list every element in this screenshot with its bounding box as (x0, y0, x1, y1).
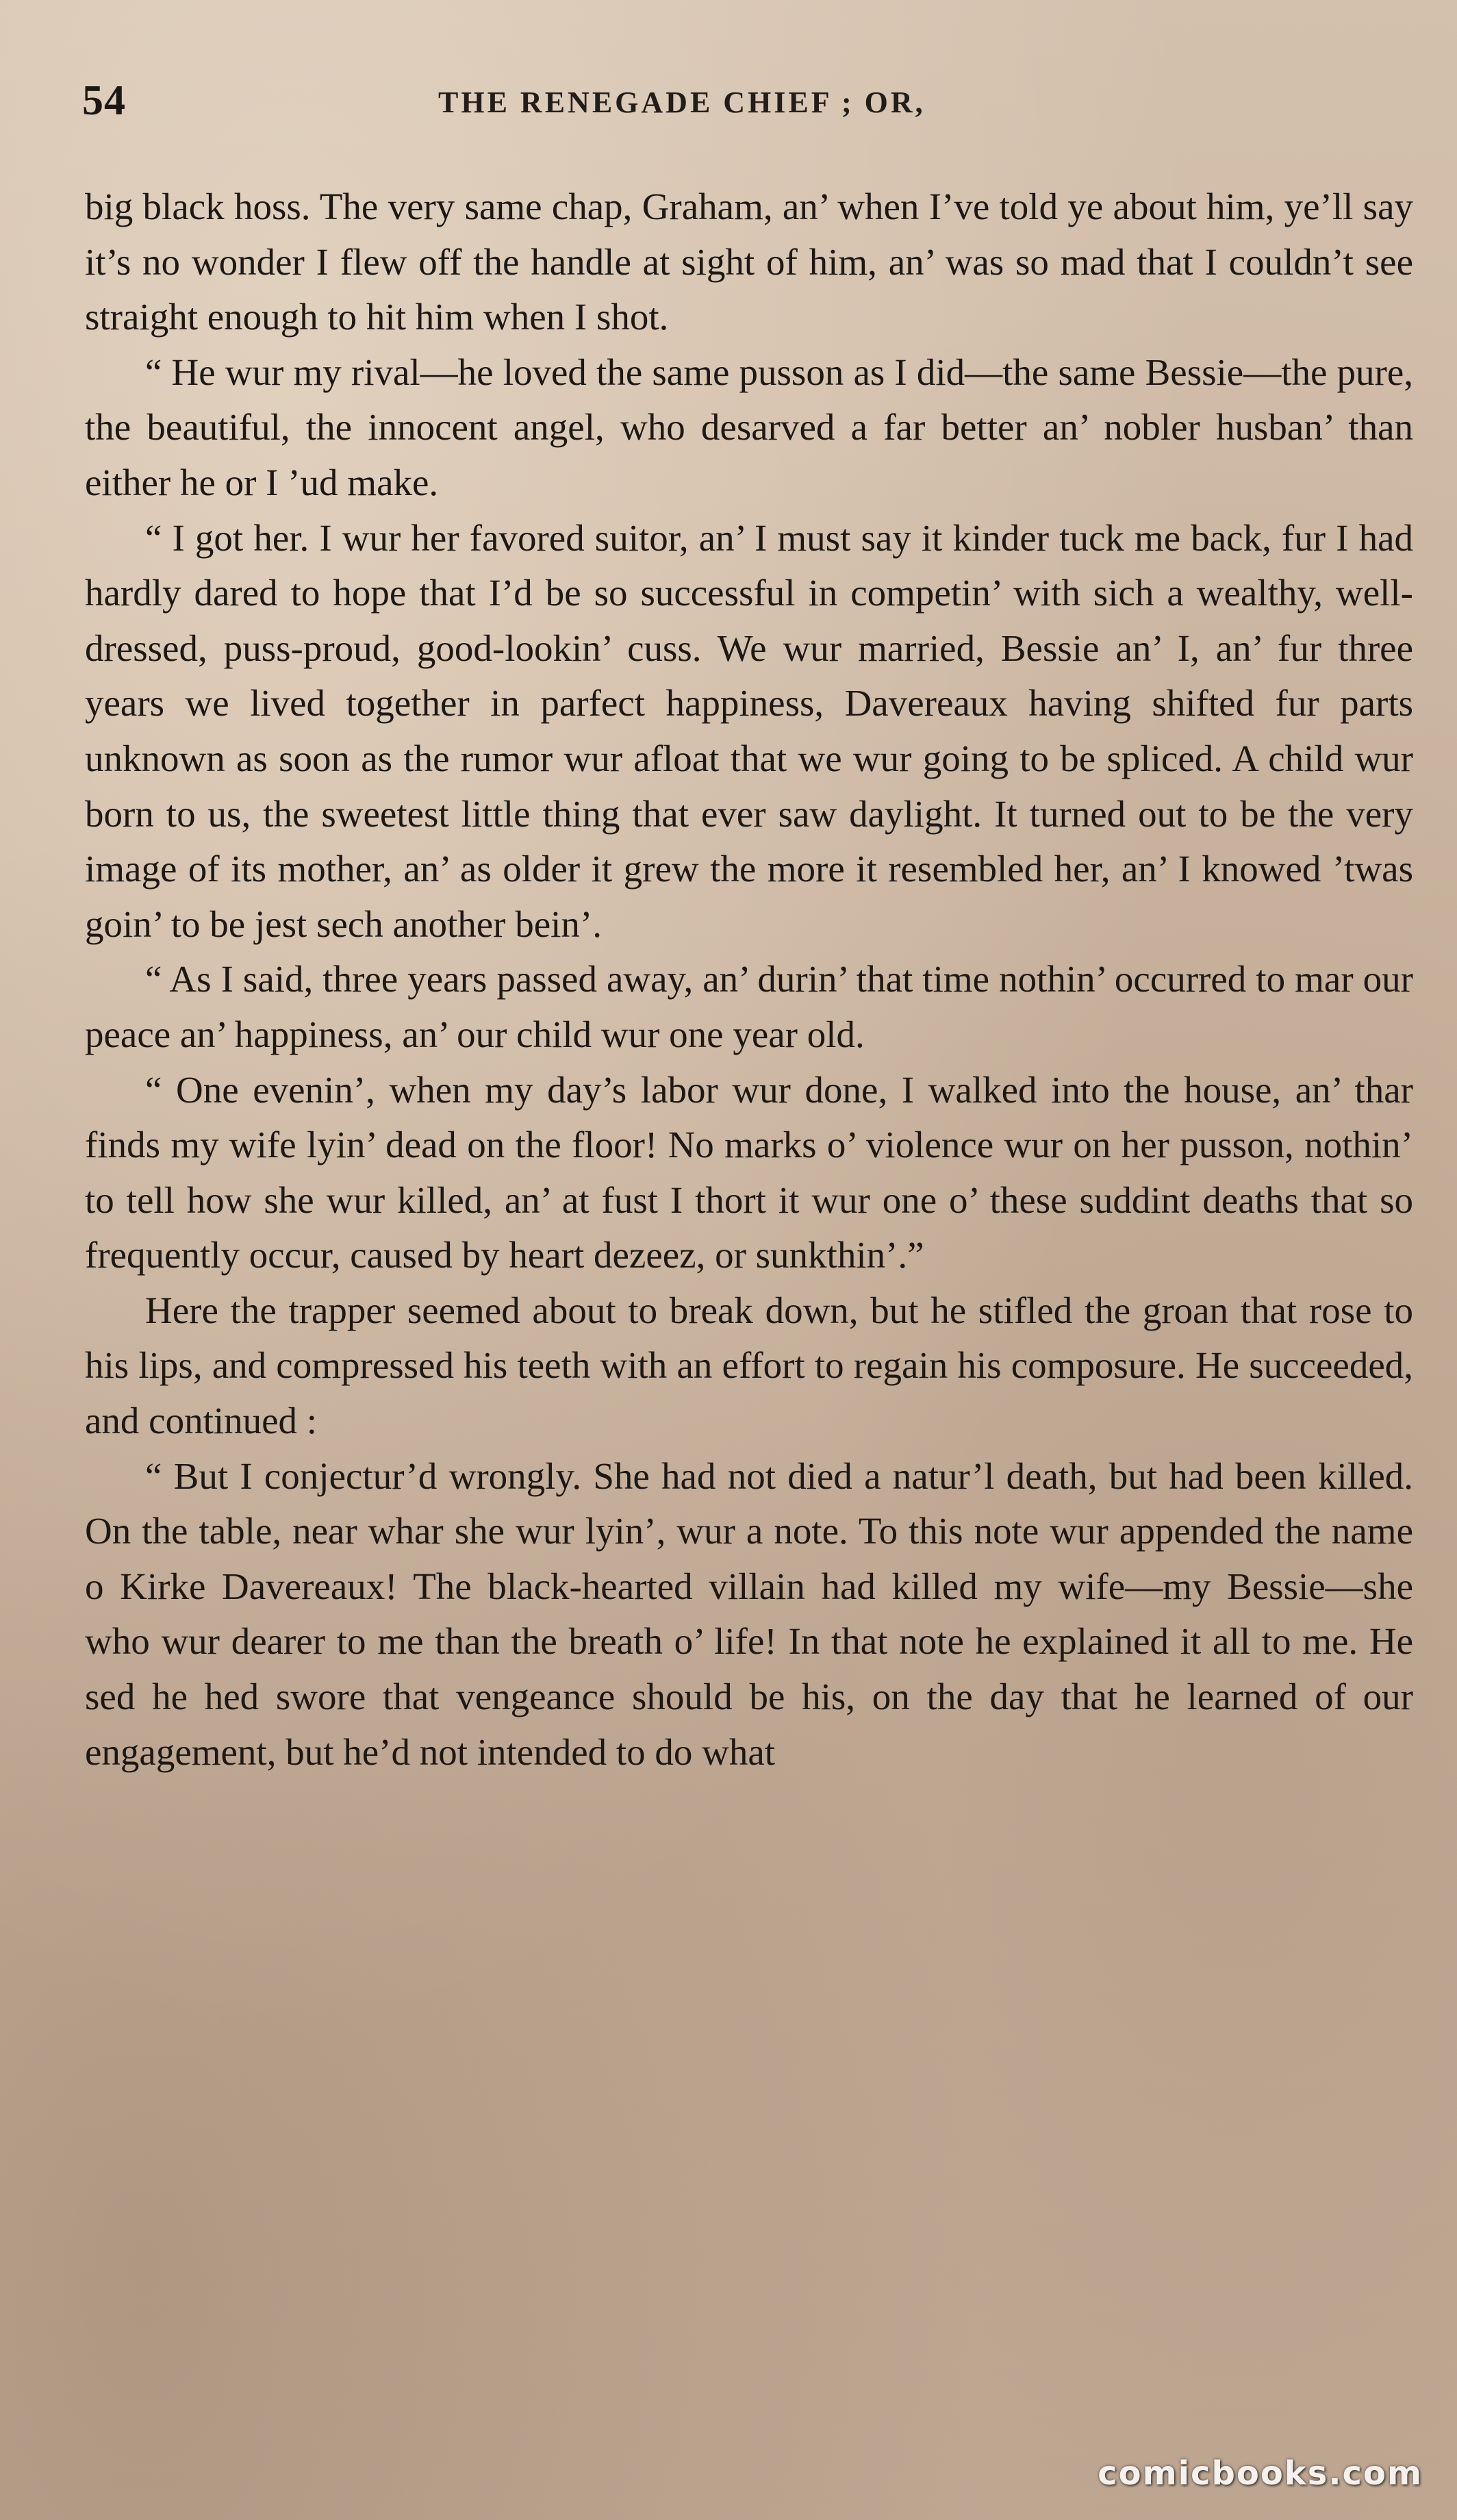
running-head: THE RENEGADE CHIEF ; OR, (438, 86, 926, 119)
watermark: comicbooks.com (1098, 2454, 1423, 2493)
body-text (85, 179, 1413, 1780)
paragraph: “ One evenin’, when my day’s labor wur done, I walked into the house, an’ thar finds my wife lyin’ dead on the floor! No marks o’ violence wur on her pusson, nothin’ to tell how she wur killed, an’ at fust I thort it wur one o’ these suddint deaths that so frequently occur, caused by heart dezeez, or sunkthin’.” (85, 1068, 1413, 1276)
paragraph: “ But I conjectur’d wrongly. She had not died a natur’l death, but had been killed. On the table, near whar she wur lyin’, wur a note. To this note wur appended the name o Kirke Davereaux! The black-hearted villain had killed my wife—my Bessie—she who wur dearer to me than the breath o’ life! In that note he explained it all to me. He sed he hed swore that vengeance should be his, on the day that he learned of our engagement, but he’d not intended to do what (85, 1454, 1413, 1773)
paragraph: Here the trapper seemed about to break down, but he stifled the groan that rose to his lips, and compressed his teeth with an effort to regain his composure. He succeeded, and continued : (85, 1289, 1413, 1442)
paragraph: big black hoss. The very same chap, Graham, an’ when I’ve told ye about him, ye’ll say it’s no wonder I flew off the handle at sight of him, an’ was so mad that I couldn’t see straight enough to hit him when I shot. (85, 186, 1413, 338)
paragraph: “ As I said, three years passed away, an’ durin’ that time nothin’ occurred to mar our peace an’ happiness, an’ our child wur one year old. (85, 958, 1413, 1055)
paragraph: “ He wur my rival—he loved the same pusson as I did—the same Bessie—the pure, the beautiful, the innocent angel, who desarved a far better an’ nobler husban’ than either he or I ’ud make. (85, 351, 1413, 503)
page-number: 54 (82, 77, 126, 124)
paragraph: “ I got her. I wur her favored suitor, an’ I must say it kinder tuck me back, fur I had hardly dared to hope that I’d be so successful in competin’ with sich a wealthy, well-dressed, puss-proud, good-lookin’ cuss. We wur married, Bessie an’ I, an’ fur three years we lived together in parfect happiness, Davereaux having shifted fur parts unknown as soon as the rumor wur afloat that we wur going to be spliced. A child wur born to us, the sweetest little thing that ever saw daylight. It turned out to be the very image of its mother, an’ as older it grew the more it resembled her, an’ I knowed ’twas goin’ to be jest sech another bein’. (85, 516, 1413, 945)
